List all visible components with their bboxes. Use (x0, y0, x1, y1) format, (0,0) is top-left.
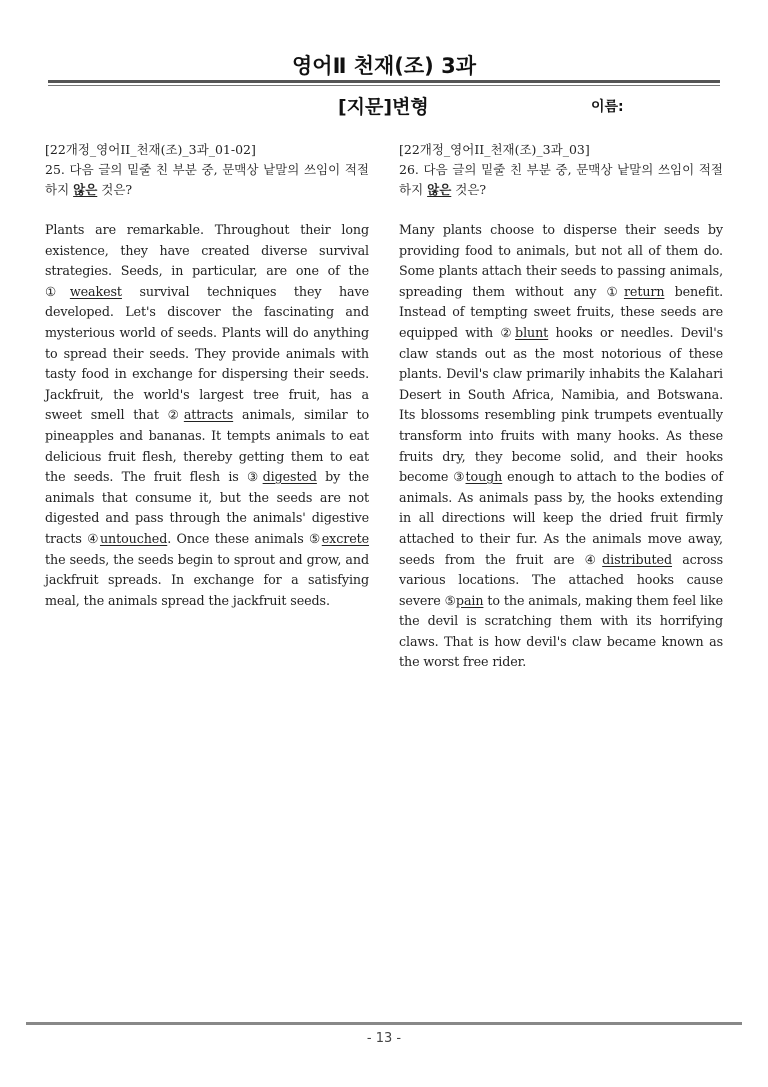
underlined-choice: attracts (183, 407, 234, 423)
footer-rule (26, 1022, 742, 1025)
choice-marker: ④ (87, 530, 100, 546)
page-number: - 13 - (366, 1031, 402, 1046)
choice-marker: ④ (584, 551, 603, 567)
passage-text: Many plants choose to disperse their seeds by providing food to animals, but not all of them do. Some plants attach their seeds to passing animals, spreading them without any ①return benefit. Instead of tempting sweet fruits, these seeds are equipped with ②blunt hooks or needles. Devil's claw stands out as the most notorious of these plants. Devil's claw primarily inhabits the Kalahari Desert in South Africa, Namibia, and Botswana. Its blossoms resembling pink trumpets eventually transform into fruits with many hooks. As these fruits dry, they become solid, and their hooks become ③tough enough to attach to the bodies of animals. As animals pass by, the hooks extending in all directions will keep the dried fruit firmly attached to their fur. As the animals move away, seeds from the fruit are ④distributed across various locations. The attached hooks cause severe ⑤pain to the animals, making them feel like the devil is scratching them with its horrifying claws. That is how devil's claw became known as the worst free rider. (399, 222, 724, 670)
question-prompt: 26. 다음 글의 밑줄 친 부분 중, 문맥상 낱말의 쓰임이 적절하지 않은 것은? (399, 162, 723, 197)
question-code: [22개정_영어II_천재(조)_3과_03] (399, 142, 590, 157)
underlined-choice: distributed (602, 551, 672, 567)
name-label: 이름: (591, 99, 624, 115)
choice-marker: ① (45, 283, 70, 299)
passage-text: Plants are remarkable. Throughout their long existence, they have created diverse survival strategies. Seeds, in particular, are one of the ①weakest survival techniques they have developed. Let's discover the fascinating and mysterious world of seeds. Plants will do anything to spread their seeds. They provide animals with tasty food in exchange for dispersing their seeds. Jackfruit, the world's largest tree fruit, has a sweet smell that ②attracts animals, similar to pineapples and bananas. It tempts animals to eat delicious fruit flesh, thereby getting them to eat the seeds. The fruit flesh is ③digested by the animals that consume it, but the seeds are not digested and pass through the animals' digestive tracts ④untouched. Once these animals ⑤excrete the seeds, the seeds begin to sprout and grow, and jackfruit spreads. In exchange for a satisfying meal, the animals spread the jackfruit seeds. (45, 222, 370, 608)
choice-marker: ② (167, 407, 184, 423)
page-subtitle: [지문]변형 (338, 96, 429, 118)
underlined-choice: weakest (69, 283, 122, 299)
choice-marker: ⑤ (309, 530, 322, 546)
underlined-choice: blunt (515, 324, 549, 340)
header-rule-thin (48, 85, 720, 86)
choice-marker: ⑤ (444, 592, 456, 608)
emphasis-word: 않은 (427, 182, 452, 197)
choice-marker: ① (606, 283, 624, 299)
choice-marker: ② (500, 324, 516, 340)
underlined-choice: excrete (321, 530, 370, 546)
emphasis-word: 않은 (73, 182, 98, 197)
question-25 (45, 140, 369, 611)
underlined-choice: digested (262, 469, 317, 485)
question-prompt: 25. 다음 글의 밑줄 친 부분 중, 문맥상 낱말의 쓰임이 적절하지 않은 것은? (45, 162, 369, 197)
question-26 (399, 140, 723, 673)
choice-marker: ③ (247, 469, 263, 485)
choice-marker: ③ (453, 469, 466, 485)
underlined-choice: return (623, 283, 665, 299)
underlined-choice: untouched (99, 530, 168, 546)
underlined-choice: tough (465, 469, 503, 485)
page-title: 영어Ⅱ 천재(조) 3과 (292, 54, 476, 78)
question-code: [22개정_영어II_천재(조)_3과_01-02] (45, 142, 256, 157)
header-rule-thick (48, 80, 720, 83)
underlined-choice: pain (455, 592, 484, 608)
